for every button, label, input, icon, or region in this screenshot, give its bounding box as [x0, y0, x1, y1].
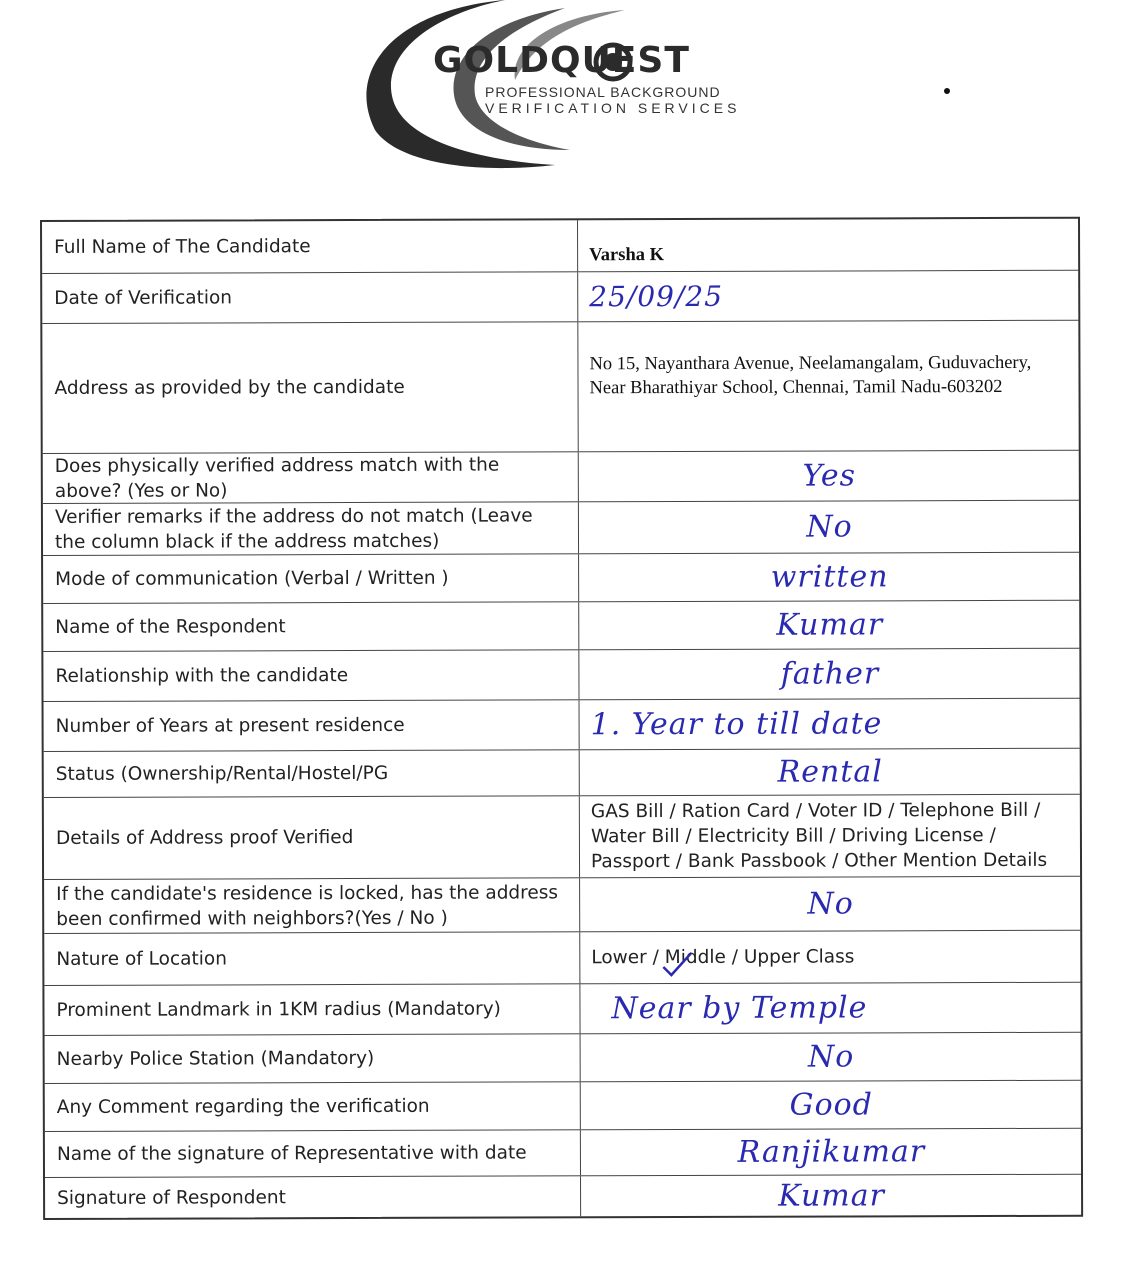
comment-value: Good — [789, 1087, 873, 1123]
row-label: Details of Address proof Verified — [44, 796, 580, 879]
tick-mark-icon — [661, 951, 693, 977]
nature-of-location-value: Lower / Middle / Upper Class — [591, 946, 855, 969]
residence-locked-value: No — [807, 886, 854, 922]
relationship-value: father — [780, 656, 880, 692]
form-row-residence-status — [44, 749, 1080, 798]
candidate-name-value: Varsha K — [589, 244, 665, 265]
form-row-respondent-name — [43, 601, 1079, 652]
row-label: Mode of communication (Verbal / Written ) — [43, 554, 579, 603]
form-row-nature-of-location — [44, 931, 1080, 986]
form-row-date-of-verification — [42, 271, 1078, 324]
form-row-residence-locked — [44, 877, 1080, 934]
row-label: Signature of Respondent — [45, 1176, 581, 1218]
form-row-relationship — [43, 649, 1079, 702]
row-label: Verifier remarks if the address do not match (Leave the column black if the address matches) — [43, 502, 579, 555]
row-label: Status (Ownership/Rental/Hostel/PG — [44, 750, 580, 797]
form-row-candidate-name — [42, 219, 1078, 274]
row-label: Nature of Location — [44, 932, 580, 985]
candidate-address-value: No 15, Nayanthara Avenue, Neelamangalam, Guduvachery, Near Bharathiyar School, Chennai, Tamil Nadu-603202 — [589, 352, 1032, 399]
form-row-representative-signature — [45, 1129, 1081, 1178]
form-row-years-at-residence — [44, 699, 1080, 752]
row-label: Nearby Police Station (Mandatory) — [45, 1034, 581, 1083]
landmark-value: Near by Temple — [611, 990, 868, 1027]
form-row-address — [42, 321, 1078, 454]
logo-tagline-2: VERIFICATION SERVICES — [485, 100, 741, 116]
row-label: Number of Years at present residence — [44, 700, 580, 751]
row-label: Name of the signature of Representative with date — [45, 1130, 581, 1177]
police-station-value: No — [807, 1039, 855, 1075]
form-row-police-station — [45, 1033, 1081, 1084]
row-label: Prominent Landmark in 1KM radius (Mandatory) — [44, 984, 580, 1035]
form-row-comment — [45, 1081, 1081, 1132]
row-label: Any Comment regarding the verification — [45, 1082, 581, 1131]
row-label: Does physically verified address match with the above? (Yes or No) — [43, 452, 579, 503]
form-row-address-match — [43, 451, 1079, 504]
residence-status-value: Rental — [777, 754, 883, 790]
row-label: Relationship with the candidate — [43, 650, 579, 701]
form-row-address-proof — [44, 795, 1080, 880]
logo-wordmark: GOLDQUEST — [433, 40, 690, 81]
respondent-signature-value: Kumar — [778, 1177, 885, 1214]
form-row-landmark — [44, 983, 1080, 1036]
form-row-mode-of-communication — [43, 553, 1079, 604]
form-row-verifier-remarks — [43, 501, 1079, 556]
logo-tagline-1: PROFESSIONAL BACKGROUND — [485, 84, 721, 100]
representative-signature-value: Ranjikumar — [737, 1134, 926, 1170]
row-label: If the candidate's residence is locked, has the address been confirmed with neighbors?(Yes / No ) — [44, 878, 580, 933]
row-label: Full Name of The Candidate — [42, 220, 578, 273]
address-proof-value: GAS Bill / Ration Card / Voter ID / Telephone Bill / Water Bill / Electricity Bill / Driving License / Passport / Bank Passbook / Other Mention Details — [590, 799, 1048, 873]
verifier-remarks-value: No — [806, 509, 853, 545]
address-verification-form — [40, 217, 1083, 1220]
row-label: Name of the Respondent — [43, 602, 579, 651]
address-match-value: Yes — [802, 458, 857, 494]
row-label: Date of Verification — [42, 272, 578, 323]
years-at-residence-value: 1. Year to till date — [590, 706, 883, 743]
verification-date-value: 25/09/25 — [589, 279, 724, 314]
respondent-name-value: Kumar — [776, 607, 884, 643]
ink-speck — [944, 88, 950, 94]
row-label: Address as provided by the candidate — [42, 322, 578, 453]
goldquest-logo — [335, 0, 805, 175]
form-row-respondent-signature — [45, 1175, 1081, 1218]
mode-of-communication-value: written — [770, 559, 889, 595]
